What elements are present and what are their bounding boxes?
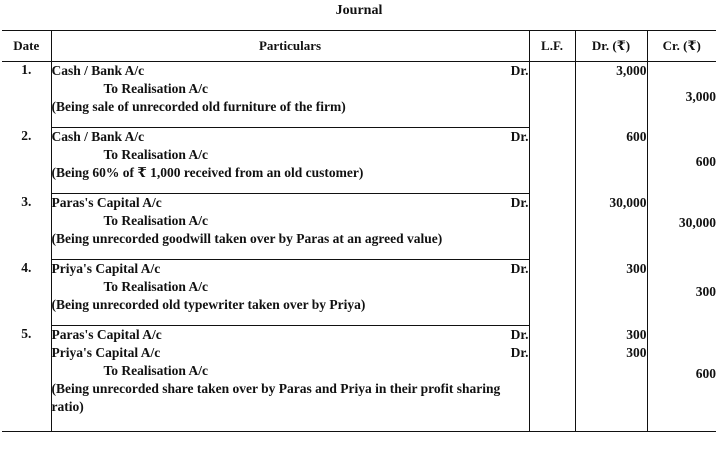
dr-label: Dr. (510, 261, 529, 276)
dr-label: Dr. (510, 195, 529, 210)
narration: (Being unrecorded share taken over by Paras and Priya in their profit sharing ratio) (51, 381, 501, 414)
journal-table (2, 30, 716, 432)
entry-dr-amount (575, 326, 647, 432)
journal-entry (2, 194, 716, 260)
debit-account: Priya's Capital A/c (51, 345, 161, 360)
dr-label: Dr. (510, 129, 529, 144)
debit-line (52, 128, 529, 146)
entry-particulars (51, 194, 529, 260)
credit-account: To Realisation A/c (103, 81, 209, 96)
entry-lf (529, 62, 575, 128)
credit-amount: 3,000 (685, 89, 716, 104)
debit-line (52, 260, 529, 278)
entry-date: 3. (2, 194, 51, 260)
journal-entry (2, 62, 716, 128)
entry-cr-amount (647, 194, 716, 260)
dr-label: Dr. (510, 327, 529, 342)
narration: (Being unrecorded goodwill taken over by Paras at an agreed value) (51, 231, 443, 246)
entry-date: 2. (2, 128, 51, 194)
debit-amount: 600 (626, 128, 647, 144)
entry-lf (529, 260, 575, 326)
debit-amount: 300 (626, 326, 647, 342)
debit-line (52, 344, 529, 362)
credit-account: To Realisation A/c (103, 213, 209, 228)
debit-account: Cash / Bank A/c (51, 129, 145, 144)
entry-cr-amount (647, 260, 716, 326)
entry-cr-amount (647, 326, 716, 432)
header-row (2, 31, 716, 62)
narration: (Being sale of unrecorded old furniture of the firm) (51, 99, 346, 114)
entry-cr-amount (647, 128, 716, 194)
entry-dr-amount (575, 62, 647, 128)
credit-account: To Realisation A/c (103, 279, 209, 294)
debit-account: Cash / Bank A/c (51, 63, 145, 78)
journal-title: Journal (335, 3, 383, 18)
header-particulars: Particulars (51, 31, 529, 62)
journal-entry (2, 260, 716, 326)
dr-label: Dr. (510, 345, 529, 360)
entry-particulars (51, 326, 529, 432)
entry-particulars (51, 128, 529, 194)
credit-account: To Realisation A/c (103, 147, 209, 162)
credit-amount: 600 (695, 365, 716, 381)
entry-date: 4. (2, 260, 51, 326)
debit-account: Paras's Capital A/c (51, 327, 162, 342)
credit-amount: 300 (695, 283, 716, 299)
header-lf: L.F. (529, 31, 575, 62)
entry-lf (529, 194, 575, 260)
credit-amount: 600 (695, 153, 716, 169)
entry-dr-amount (575, 194, 647, 260)
debit-account: Paras's Capital A/c (51, 195, 162, 210)
debit-amount: 3,000 (616, 63, 647, 78)
entry-dr-amount (575, 260, 647, 326)
debit-line (52, 326, 529, 344)
entry-date: 1. (2, 62, 51, 128)
entry-particulars (51, 260, 529, 326)
header-cr: Cr. (₹) (647, 31, 716, 62)
entry-lf (529, 326, 575, 432)
journal-entry (2, 128, 716, 194)
debit-amount: 30,000 (609, 194, 647, 210)
credit-amount: 30,000 (678, 214, 716, 230)
debit-line (52, 194, 529, 212)
credit-account: To Realisation A/c (103, 363, 209, 378)
narration: (Being unrecorded old typewriter taken over by Priya) (51, 297, 366, 312)
debit-amount: 300 (626, 260, 647, 276)
journal-entry (2, 326, 716, 432)
header-date: Date (2, 31, 51, 62)
entry-dr-amount (575, 128, 647, 194)
entry-particulars (51, 62, 529, 128)
debit-amount: 300 (626, 344, 647, 360)
debit-account: Priya's Capital A/c (51, 261, 161, 276)
entry-lf (529, 128, 575, 194)
entry-date: 5. (2, 326, 51, 432)
entry-cr-amount (647, 62, 716, 128)
header-dr: Dr. (₹) (575, 31, 647, 62)
dr-label: Dr. (510, 63, 529, 78)
debit-line (52, 62, 529, 80)
narration: (Being 60% of ₹ 1,000 received from an old customer) (51, 165, 364, 180)
